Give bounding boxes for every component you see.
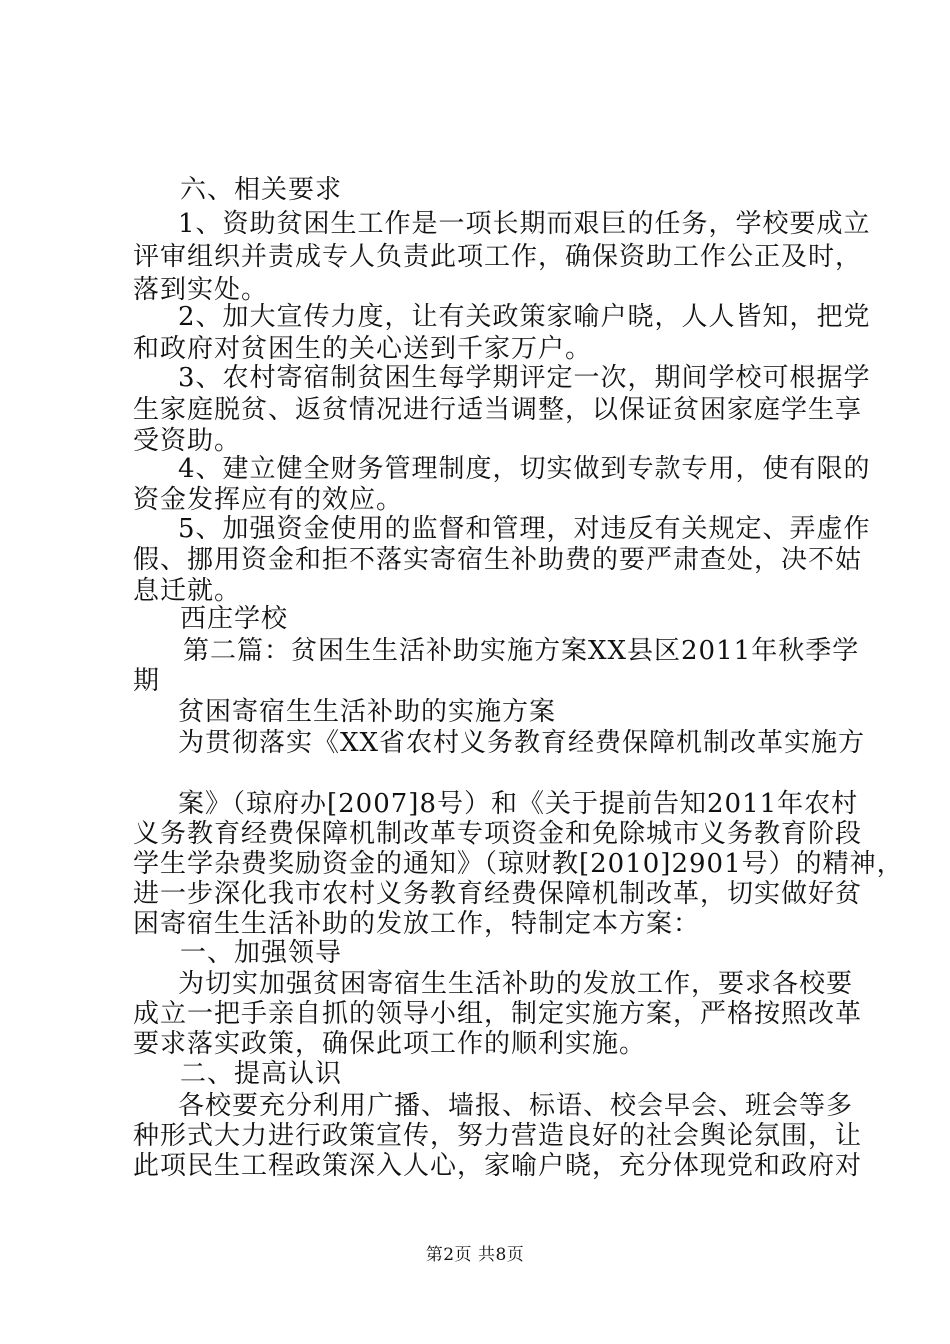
paragraph-line: 种形式大力进行政策宣传，努力营造良好的社会舆论氛围，让 (133, 1121, 863, 1151)
paragraph-line: 落到实处。 (133, 275, 269, 305)
paragraph-line: 案》（琼府办[2007]8号）和《关于提前告知2011年农村 (178, 789, 859, 819)
paragraph-line: 评审组织并责成专人负责此项工作，确保资助工作公正及时， (133, 242, 863, 272)
paragraph-line: 资金发挥应有的效应。 (133, 485, 404, 515)
paragraph-line: 为切实加强贫困寄宿生生活补助的发放工作，要求各校要 (178, 969, 854, 999)
paragraph-line: 5、加强资金使用的监督和管理，对违反有关规定、弄虚作 (178, 514, 871, 544)
paragraph-line: 和政府对贫困生的关心送到千家万户。 (133, 334, 593, 364)
paragraph-line: 生家庭脱贫、返贫情况进行适当调整，以保证贫困家庭学生享 (133, 395, 863, 425)
section-heading: 二、提高认识 (180, 1059, 343, 1089)
paragraph-line: 进一步深化我市农村义务教育经费保障机制改革，切实做好贫 (133, 879, 863, 909)
document-title: 贫困寄宿生生活补助的实施方案 (178, 697, 557, 727)
paragraph-line: 2、加大宣传力度，让有关政策家喻户晓，人人皆知，把党 (178, 302, 871, 332)
paragraph-line: 要求落实政策，确保此项工作的顺利实施。 (133, 1029, 647, 1059)
paragraph-line: 4、建立健全财务管理制度，切实做到专款专用，使有限的 (178, 454, 871, 484)
paragraph-line: 义务教育经费保障机制改革专项资金和免除城市义务教育阶段 (133, 819, 863, 849)
chapter-title: 期 (133, 666, 161, 696)
paragraph-line: 1、资助贫困生工作是一项长期而艰巨的任务，学校要成立 (178, 209, 871, 239)
paragraph-line: 息迁就。 (133, 576, 242, 606)
paragraph-line: 成立一把手亲自抓的领导小组，制定实施方案，严格按照改革 (133, 999, 863, 1029)
section-heading: 六、相关要求 (180, 175, 343, 205)
paragraph-line: 3、农村寄宿制贫困生每学期评定一次，期间学校可根据学 (178, 363, 871, 393)
paragraph-line: 受资助。 (133, 426, 242, 456)
signature-school-name: 西庄学校 (180, 604, 289, 634)
paragraph-line: 学生学杂费奖励资金的通知》（琼财教[2010]2901号）的精神， (133, 849, 904, 879)
paragraph-line: 假、挪用资金和拒不落实寄宿生补助费的要严肃查处，决不姑 (133, 545, 863, 575)
chapter-title: 第二篇：贫困生生活补助实施方案XX县区2011年秋季学 (183, 636, 860, 666)
paragraph-line: 各校要充分利用广播、墙报、标语、校会早会、班会等多 (178, 1091, 854, 1121)
page-number-footer: 第2页 共8页 (425, 1245, 525, 1265)
paragraph-line: 此项民生工程政策深入人心，家喻户晓，充分体现党和政府对 (133, 1151, 863, 1181)
paragraph-line: 为贯彻落实《XX省农村义务教育经费保障机制改革实施方 (178, 728, 866, 758)
section-heading: 一、加强领导 (180, 938, 343, 968)
paragraph-line: 困寄宿生生活补助的发放工作，特制定本方案： (133, 909, 701, 939)
